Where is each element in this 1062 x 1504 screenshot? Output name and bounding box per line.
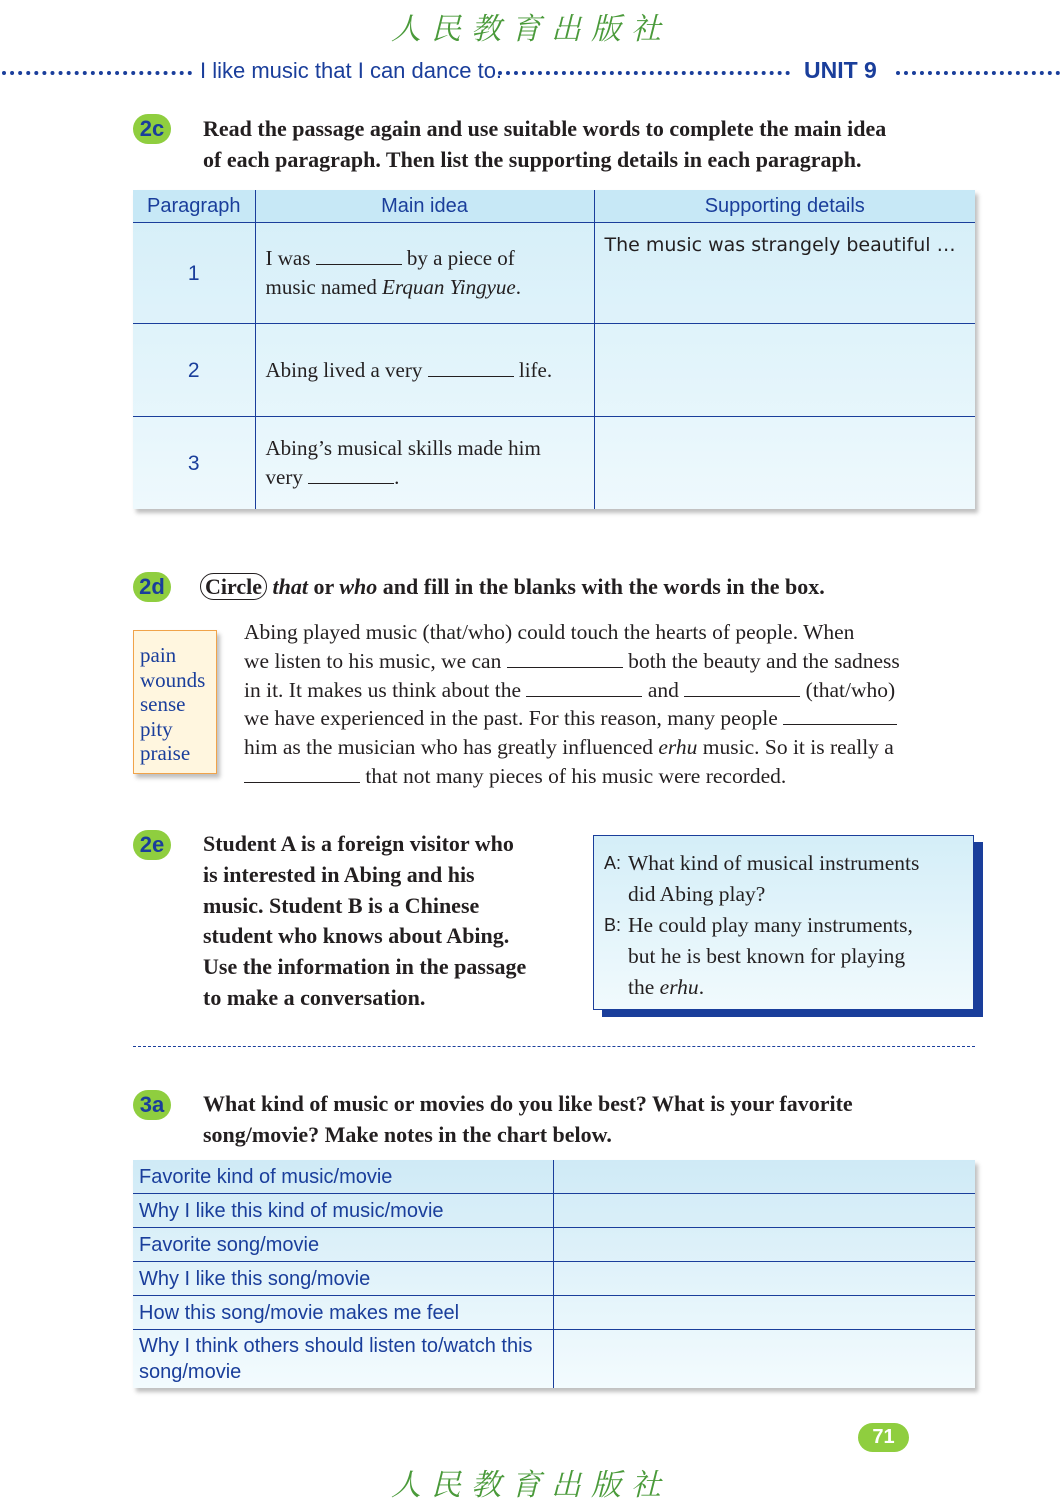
speaker-a-line: A: What kind of musical instruments did Abing play? (604, 851, 920, 906)
table-row (133, 1194, 975, 1228)
answer-blank[interactable] (308, 465, 394, 484)
answer-blank[interactable] (783, 704, 897, 725)
badge-3a: 3a (133, 1090, 171, 1120)
header-dots-left (2, 71, 192, 75)
answer-blank[interactable] (507, 647, 623, 668)
header-title: I like music that I can dance to. (200, 58, 503, 83)
table-row (133, 1330, 975, 1389)
word-item: sense (140, 692, 186, 716)
speaker-b-line: B: He could play many instruments, but he is best known for playing the erhu. (604, 913, 913, 999)
supporting-details-cell[interactable]: The music was strangely beautiful … (594, 223, 975, 324)
table-row (133, 417, 975, 510)
word-item: wounds (140, 667, 206, 692)
table-row (133, 1296, 975, 1330)
instruction-2d: Circle that or who and fill in the blanks with the words in the box. (200, 571, 980, 602)
chart-row-label: Why I think others should listen to/watch this song/movie (133, 1330, 554, 1389)
unit-label: UNIT 9 (804, 57, 877, 83)
chart-answer-cell[interactable] (554, 1262, 976, 1296)
main-idea-cell: Abing’s musical skills made him very . (255, 417, 594, 510)
word-box (133, 630, 217, 774)
instruction-2e: Student A is a foreign visitor who is interested in Abing and his music. Student B is a Chinese student who knows about Abing. Use the information in the passage to make a conversation. (203, 831, 527, 1010)
answer-blank[interactable] (526, 676, 642, 697)
chart-row-label: Favorite kind of music/movie (133, 1160, 554, 1194)
table-row (133, 1228, 975, 1262)
page-number: 71 (858, 1423, 909, 1452)
table-row (133, 1160, 975, 1194)
chart-answer-cell[interactable] (554, 1194, 976, 1228)
header-dots-right (896, 71, 1060, 75)
col-supporting-details: Supporting details (594, 190, 975, 223)
main-idea-cell: Abing lived a very life. (255, 324, 594, 417)
paragraph-number: 2 (133, 324, 255, 417)
passage-2d: Abing played music (that/who) could touch the hearts of people. When we listen to his music, we can both the beauty and the sadness in it. It makes us think about the and (that/who) we have experienced in the past. For this reason, many people him as the musician who has greatly influenced erhu music. So it is really a that not many pieces of his music were recorded. (244, 620, 900, 788)
notes-chart (133, 1160, 975, 1388)
chart-answer-cell[interactable] (554, 1330, 976, 1389)
badge-2e: 2e (133, 830, 171, 860)
instruction-3a: What kind of music or movies do you like best? What is your favorite song/movie? Make notes in the chart below. (203, 1091, 853, 1147)
chart-row-label: Favorite song/movie (133, 1228, 554, 1262)
paragraph-number: 1 (133, 223, 255, 324)
paragraph-number: 3 (133, 417, 255, 510)
instruction-2c: Read the passage again and use suitable words to complete the main idea of each paragraph. Then list the supporting details in each paragraph. (203, 116, 887, 172)
main-idea-cell: I was by a piece of music named Erquan Yingyue. (255, 223, 594, 324)
badge-2c: 2c (133, 114, 171, 144)
supporting-details-cell[interactable] (594, 417, 975, 510)
circle-word: Circle (200, 573, 267, 600)
supporting-details-cell[interactable] (594, 324, 975, 417)
table-row (133, 324, 975, 417)
answer-blank[interactable] (316, 246, 402, 265)
word-item: pity (140, 716, 173, 741)
table-header-row (133, 190, 975, 223)
conversation-box (593, 835, 974, 1010)
main-idea-table (133, 190, 975, 509)
answer-blank[interactable] (244, 762, 360, 783)
col-main-idea: Main idea (255, 190, 594, 223)
table-row (133, 1262, 975, 1296)
col-paragraph: Paragraph (133, 190, 255, 223)
word-item: pain (140, 643, 177, 667)
answer-blank[interactable] (684, 676, 800, 697)
chart-answer-cell[interactable] (554, 1296, 976, 1330)
answer-blank[interactable] (428, 358, 514, 377)
chart-row-label: Why I like this song/movie (133, 1262, 554, 1296)
publisher-logo-top: 人民教育出版社 (391, 12, 671, 47)
word-item: praise (140, 741, 191, 765)
publisher-logo-bottom: 人民教育出版社 (391, 1468, 671, 1503)
chart-row-label: Why I like this kind of music/movie (133, 1194, 554, 1228)
chart-answer-cell[interactable] (554, 1160, 976, 1194)
chart-answer-cell[interactable] (554, 1228, 976, 1262)
table-row (133, 223, 975, 324)
badge-2d: 2d (133, 572, 171, 602)
header-dots-middle (498, 71, 790, 75)
section-divider (133, 1046, 975, 1047)
chart-row-label: How this song/movie makes me feel (133, 1296, 554, 1330)
